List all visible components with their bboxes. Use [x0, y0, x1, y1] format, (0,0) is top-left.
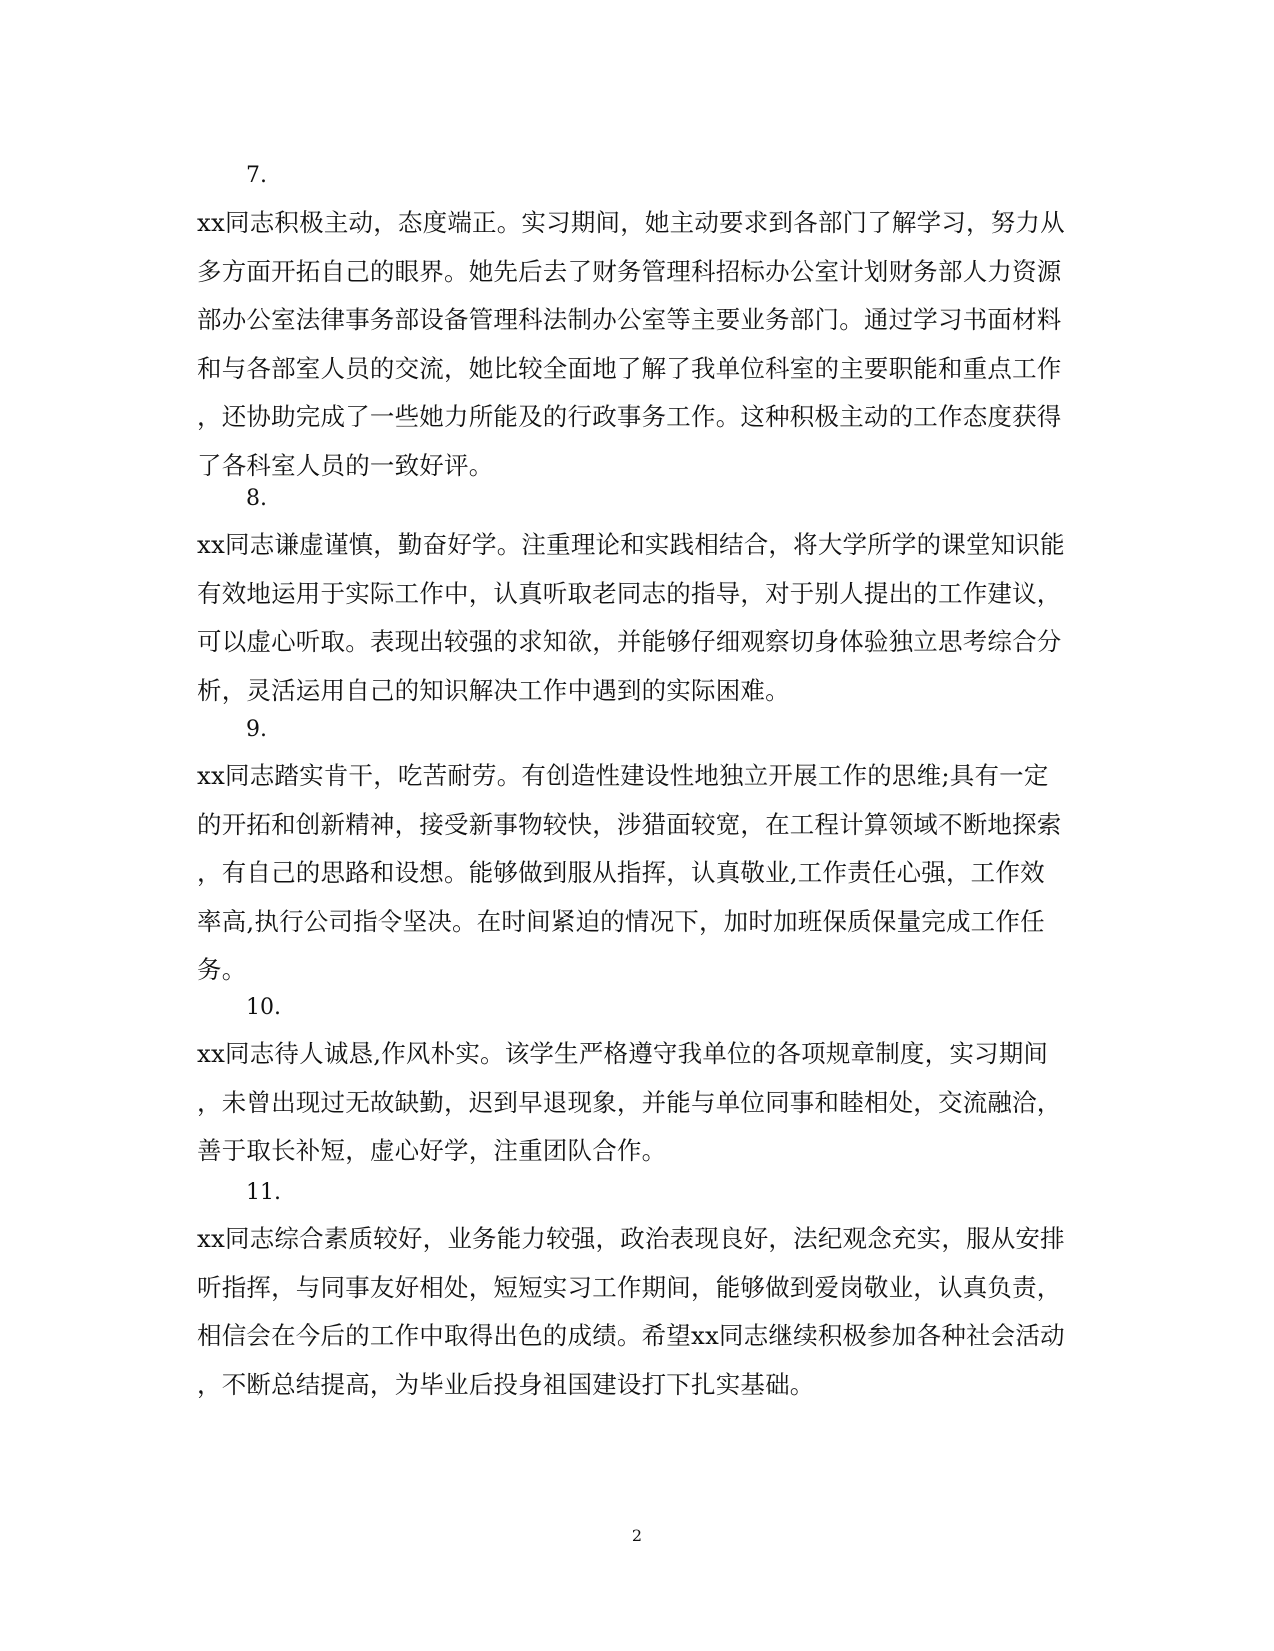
paragraph-line: 和与各部室人员的交流，她比较全面地了解了我单位科室的主要职能和重点工作	[197, 353, 1062, 383]
paragraph-line: 了各科室人员的一致好评。	[197, 450, 494, 480]
paragraph-10	[197, 1030, 1077, 1176]
paragraph-line: 听指挥，与同事友好相处，短短实习工作期间，能够做到爱岗敬业，认真负责，	[197, 1272, 1062, 1302]
paragraph-7	[197, 199, 1077, 490]
paragraph-line: 务。	[197, 955, 247, 984]
paragraph-line: ，还协助完成了一些她力所能及的行政事务工作。这种积极主动的工作态度获得	[197, 402, 1062, 431]
page-number: 2	[631, 1526, 643, 1545]
paragraph-line: 相信会在今后的工作中取得出色的成绩。希望xx同志继续积极参加各种社会活动	[197, 1321, 1065, 1350]
paragraph-line: 可以虚心听取。表现出较强的求知欲，并能够仔细观察切身体验独立思考综合分	[197, 627, 1062, 656]
paragraph-line: xx同志谦虚谨慎，勤奋好学。注重理论和实践相结合，将大学所学的课堂知识能	[197, 530, 1065, 559]
paragraph-line: 率高,执行公司指令坚决。在时间紧迫的情况下，加时加班保质保量完成工作任	[197, 906, 1045, 936]
paragraph-line: 多方面开拓自己的眼界。她先后去了财务管理科招标办公室计划财务部人力资源	[197, 256, 1062, 286]
paragraph-line: xx同志综合素质较好，业务能力较强，政治表现良好，法纪观念充实，服从安排	[197, 1224, 1065, 1253]
paragraph-line: ，未曾出现过无故缺勤，迟到早退现象，并能与单位同事和睦相处，交流融洽，	[197, 1087, 1062, 1117]
paragraph-line: 的开拓和创新精神，接受新事物较快，涉猎面较宽，在工程计算领域不断地探索	[197, 809, 1062, 839]
paragraph-line: xx同志待人诚恳,作风朴实。该学生严格遵守我单位的各项规章制度，实习期间	[197, 1039, 1049, 1068]
paragraph-11	[197, 1215, 1077, 1409]
item-number-10: 10.	[246, 995, 281, 1020]
paragraph-line: 部办公室法律事务部设备管理科法制办公室等主要业务部门。通过学习书面材料	[197, 305, 1062, 334]
item-number-8: 8.	[246, 486, 267, 511]
paragraph-line: xx同志积极主动，态度端正。实习期间，她主动要求到各部门了解学习，努力从	[197, 208, 1065, 237]
paragraph-8	[197, 521, 1077, 715]
paragraph-line: 善于取长补短，虚心好学，注重团队合作。	[197, 1136, 667, 1165]
paragraph-line: 有效地运用于实际工作中，认真听取老同志的指导，对于别人提出的工作建议，	[197, 578, 1062, 608]
paragraph-line: 析，灵活运用自己的知识解决工作中遇到的实际困难。	[197, 675, 790, 705]
paragraph-line: xx同志踏实肯干，吃苦耐劳。有创造性建设性地独立开展工作的思维;具有一定	[197, 761, 1049, 790]
item-number-7: 7.	[246, 163, 267, 188]
item-number-9: 9.	[246, 717, 267, 742]
paragraph-line: ，不断总结提高，为毕业后投身祖国建设打下扎实基础。	[197, 1369, 815, 1399]
paragraph-line: ，有自己的思路和设想。能够做到服从指挥，认真敬业,工作责任心强，工作效	[197, 858, 1045, 887]
item-number-11: 11.	[246, 1180, 281, 1205]
paragraph-9	[197, 752, 1077, 995]
